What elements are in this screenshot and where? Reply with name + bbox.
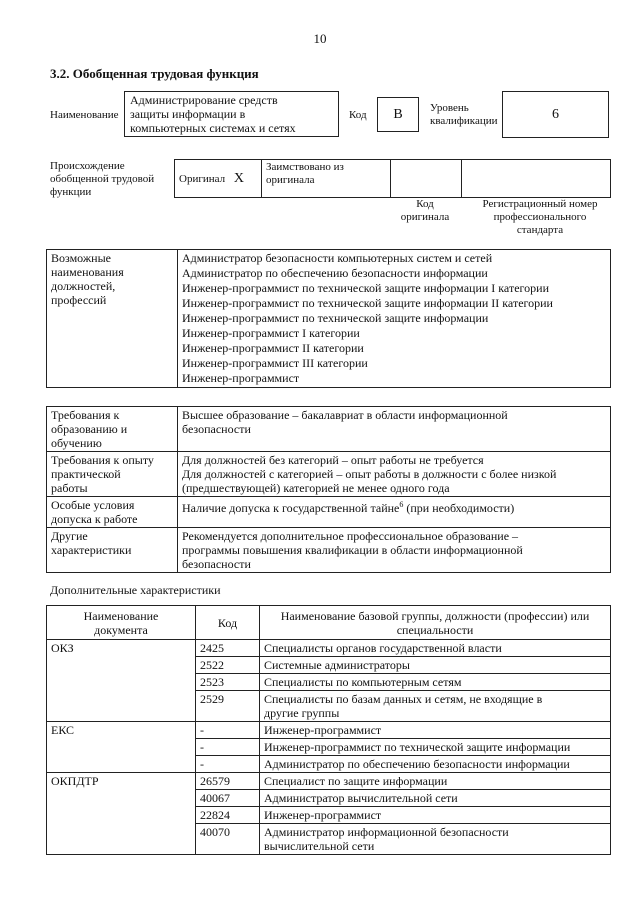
req-value-line: Высшее образование – бакалавриат в области информационной	[182, 408, 508, 422]
reg-caption-line-3: стандарта	[516, 224, 564, 236]
req-value-line: безопасности	[182, 422, 251, 436]
req-label-line: Другие	[51, 529, 88, 543]
req-access-value	[178, 497, 611, 528]
origin-reg-cell	[462, 160, 611, 198]
position-item: Инженер-программист по технической защите информации I категории	[182, 281, 549, 295]
req-value-line	[182, 498, 606, 515]
row-code: 2522	[196, 657, 260, 674]
positions-label-line: профессий	[51, 293, 107, 307]
req-value-line: Для должностей без категорий – опыт работы не требуется	[182, 453, 484, 467]
row-name: Специалисты по компьютерным сетям	[260, 674, 611, 691]
req-value-line: (предшествующей) категорией не менее одного года	[182, 481, 450, 495]
req-label-line: обучению	[51, 436, 102, 450]
req-access-label	[47, 497, 178, 528]
req-access-text: Наличие допуска к государственной тайне	[182, 501, 400, 515]
req-label-line: работы	[51, 481, 88, 495]
row-code: 26579	[196, 773, 260, 790]
req-education-value	[178, 407, 611, 452]
row-code: 22824	[196, 807, 260, 824]
code-label: Код	[349, 109, 367, 121]
position-item: Инженер-программист	[182, 371, 300, 385]
row-name: Системные администраторы	[260, 657, 611, 674]
borrowed-line-1: Заимствовано из	[266, 161, 344, 173]
row-code: 2523	[196, 674, 260, 691]
row-name: Специалист по защите информации	[260, 773, 611, 790]
position-item: Администратор по обеспечению безопасности информации	[182, 266, 488, 280]
level-label	[430, 102, 497, 128]
req-value-line: Рекомендуется дополнительное профессиональное образование –	[182, 529, 519, 543]
row-code: -	[196, 722, 260, 739]
req-label-line: Требования к опыту	[51, 453, 154, 467]
name-label: Наименование	[50, 109, 119, 121]
origin-borrowed-cell	[262, 160, 391, 198]
doc-okpdtr: ОКПДТР	[47, 773, 196, 855]
row-name: Инженер-программист по технической защите информации	[260, 739, 611, 756]
row-name: Инженер-программист	[260, 722, 611, 739]
row-code: -	[196, 739, 260, 756]
code-original-caption	[390, 198, 460, 224]
level-label-line-2: квалификации	[430, 115, 498, 127]
position-item: Инженер-программист по технической защите информации II категории	[182, 296, 553, 310]
origin-original-cell	[175, 160, 262, 198]
positions-list	[178, 250, 611, 388]
origin-table	[174, 159, 611, 198]
positions-label-line: наименования	[51, 265, 124, 279]
row-code: 2425	[196, 640, 260, 657]
row-code: 40070	[196, 824, 260, 855]
row-name: Специалисты органов государственной власти	[260, 640, 611, 657]
origin-label-line-2: обобщенной трудовой	[50, 173, 155, 185]
col-header-line: специальности	[396, 622, 474, 637]
row-name: Администратор вычислительной сети	[260, 790, 611, 807]
req-label-line: Требования к	[51, 408, 120, 422]
req-value-line: Для должностей с категорией – опыт работы в должности с более низкой	[182, 467, 557, 481]
req-access-suffix: (при необходимости)	[403, 501, 515, 515]
row-name: Инженер-программист	[260, 807, 611, 824]
name-line-1: Администрирование средств	[130, 93, 278, 107]
row-name-line: другие группы	[264, 706, 340, 720]
requirements-table	[46, 406, 611, 573]
row-code: -	[196, 756, 260, 773]
doc-okz: ОКЗ	[47, 640, 196, 722]
row-code: 2529	[196, 691, 260, 722]
positions-label-line: должностей,	[51, 279, 116, 293]
req-experience-label	[47, 452, 178, 497]
position-item: Администратор безопасности компьютерных систем и сетей	[182, 251, 493, 265]
level-label-line-1: Уровень	[430, 102, 469, 114]
code-caption-line-2: оригинала	[400, 211, 450, 223]
req-label-line: образованию и	[51, 422, 128, 436]
req-other-value	[178, 528, 611, 573]
level-value: 6	[502, 91, 609, 138]
row-name: Администратор по обеспечению безопасности информации	[260, 756, 611, 773]
req-education-label	[47, 407, 178, 452]
origin-label-line-1: Происхождение	[50, 160, 125, 172]
col-header-code: Код	[196, 606, 260, 640]
page-number: 10	[313, 31, 327, 46]
req-label-line: Особые условия	[51, 498, 135, 512]
req-label-line: практической	[51, 467, 121, 481]
req-value-line: программы повышения квалификации в области информационной	[182, 543, 523, 557]
section-title: 3.2. Обобщенная трудовая функция	[50, 66, 259, 81]
req-value-line: безопасности	[182, 557, 251, 571]
origin-code-cell	[391, 160, 462, 198]
row-name	[260, 824, 611, 855]
code-caption-line-1: Код	[416, 198, 434, 210]
name-line-2: защиты информации в	[130, 107, 246, 121]
req-experience-value	[178, 452, 611, 497]
additional-title: Дополнительные характеристики	[50, 583, 221, 597]
col-header-line: документа	[94, 622, 148, 637]
col-header-doc	[47, 606, 196, 640]
borrowed-line-2: оригинала	[266, 174, 315, 186]
reg-caption-line-1: Регистрационный номер	[482, 198, 598, 210]
req-other-label	[47, 528, 178, 573]
position-item: Инженер-программист I категории	[182, 326, 360, 340]
col-header-line: Наименование	[83, 608, 159, 623]
row-code: 40067	[196, 790, 260, 807]
additional-table	[46, 605, 611, 855]
position-item: Инженер-программист по технической защите информации	[182, 311, 489, 325]
original-mark: X	[233, 170, 244, 186]
positions-label-line: Возможные	[51, 251, 111, 265]
positions-table	[46, 249, 611, 388]
reg-caption-line-2: профессионального	[493, 211, 587, 223]
row-name-line: Администратор информационной безопасности	[264, 825, 509, 839]
origin-label-line-3: функции	[50, 186, 92, 198]
row-name-line: вычислительной сети	[264, 839, 375, 853]
name-line-3: компьютерных системах и сетях	[130, 121, 296, 135]
code-value: В	[377, 97, 419, 132]
req-label-line: характеристики	[51, 543, 132, 557]
reg-number-caption	[466, 198, 614, 237]
original-label: Оригинал	[179, 172, 226, 185]
position-item: Инженер-программист III категории	[182, 356, 368, 370]
col-header-line: Наименование базовой группы, должности (профессии) или	[280, 608, 590, 623]
origin-label	[50, 160, 154, 199]
req-label-line: допуска к работе	[51, 512, 138, 526]
position-item: Инженер-программист II категории	[182, 341, 364, 355]
row-name-line: Специалисты по базам данных и сетям, не входящие в	[264, 692, 543, 706]
row-name	[260, 691, 611, 722]
footnote-mark: 6	[399, 500, 404, 509]
positions-label	[47, 250, 178, 388]
name-value-box	[124, 91, 339, 137]
col-header-name	[260, 606, 611, 640]
doc-eks: ЕКС	[47, 722, 196, 773]
